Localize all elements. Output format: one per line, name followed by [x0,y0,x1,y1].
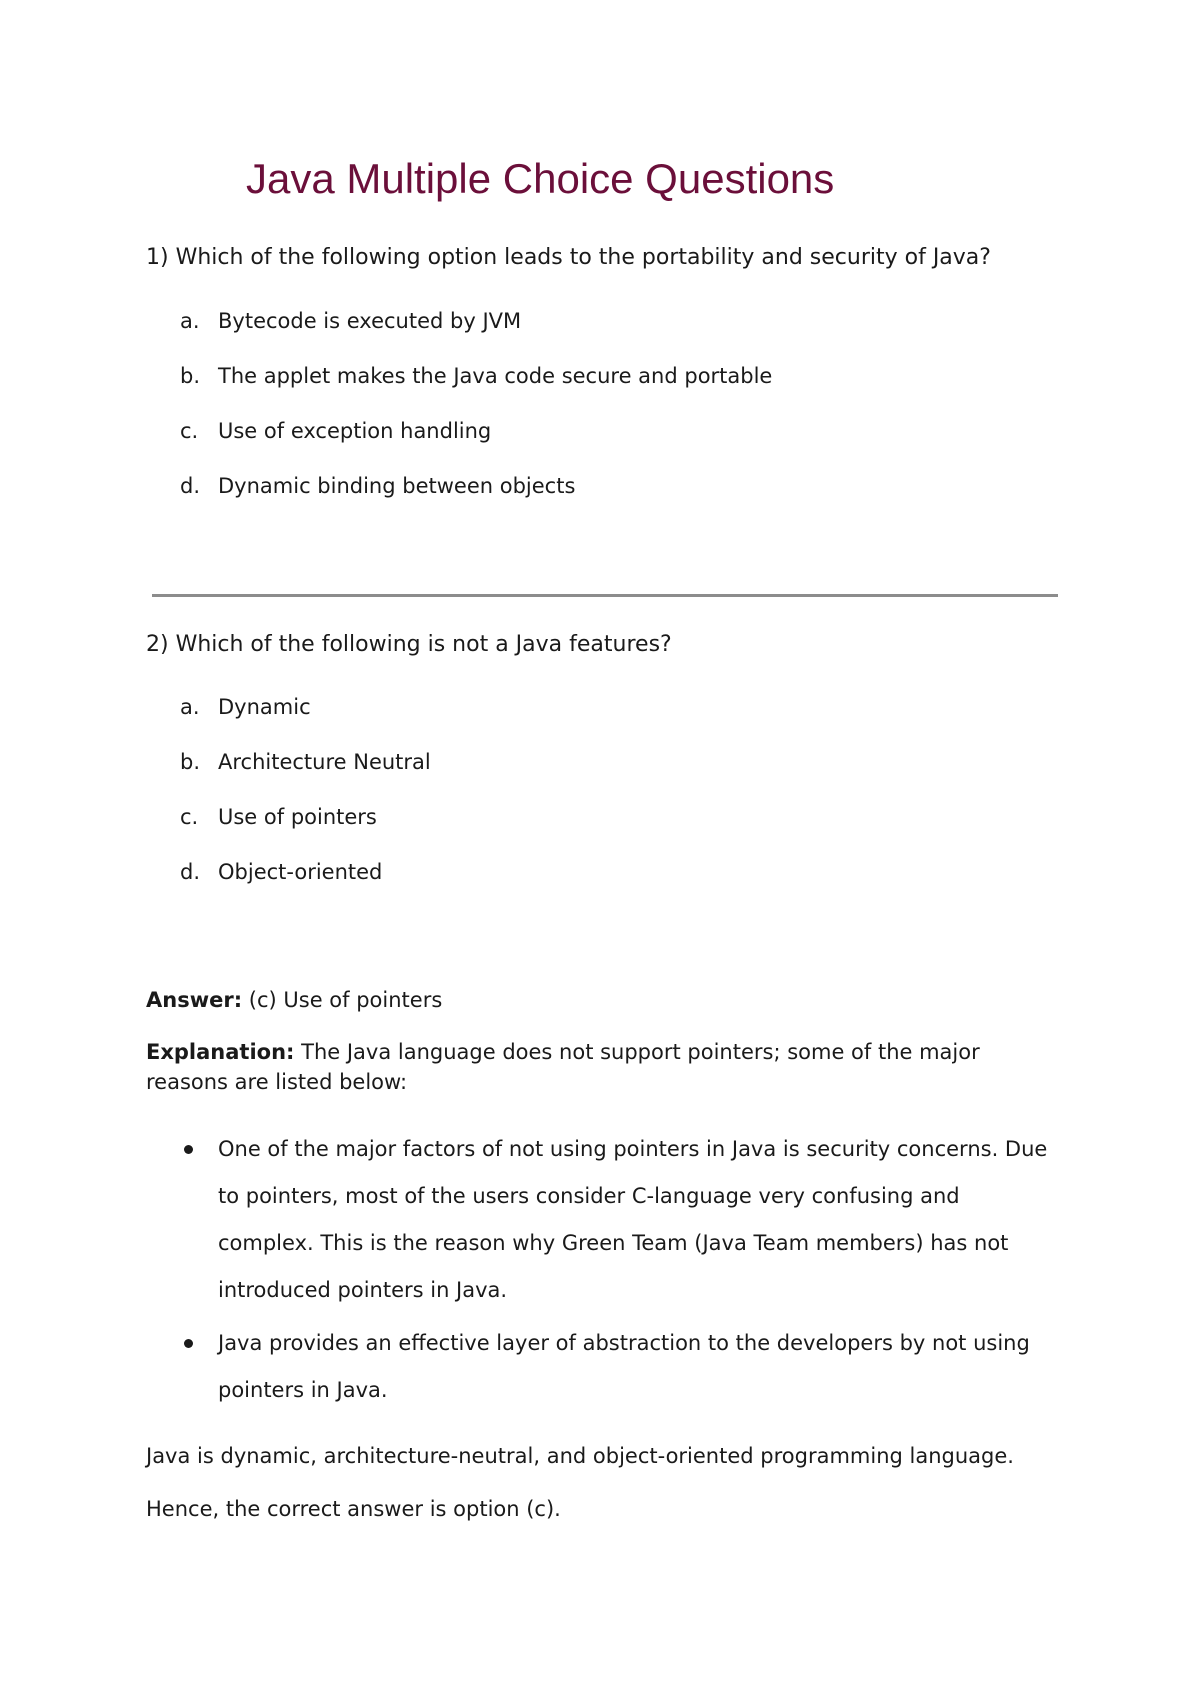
bullet-text: Java provides an effective layer of abstraction to the developers by not using pointers in Java. [218,1331,1030,1402]
section-divider [152,594,1058,597]
page-title: Java Multiple Choice Questions [246,155,835,202]
option-text: Dynamic binding between objects [218,474,576,498]
question-1-option-b [180,361,772,416]
option-letter: a. [180,309,200,333]
option-letter: b. [180,750,201,774]
question-1-option-a [180,306,772,361]
option-text: Use of pointers [218,805,377,829]
reasons-list [180,1126,1060,1420]
question-2-option-a [180,692,431,747]
option-text: Dynamic [218,695,311,719]
question-1-text: 1) Which of the following option leads to the portability and security of Java? [146,245,991,270]
option-letter: b. [180,364,201,388]
option-text: Object-oriented [218,860,383,884]
option-text: Use of exception handling [218,419,492,443]
answer-text: (c) Use of pointers [242,988,443,1012]
explanation-paragraph [146,1037,1046,1097]
question-1-option-c [180,416,772,471]
option-letter: a. [180,695,200,719]
bullet-icon [184,1339,193,1348]
question-2-options [180,692,431,912]
option-letter: c. [180,805,199,829]
bullet-icon [184,1145,193,1154]
option-letter: d. [180,474,201,498]
conclusion-text: Hence, the correct answer is option (c). [146,1497,561,1521]
explanation-label: Explanation: [146,1040,295,1064]
question-2-option-c [180,802,431,857]
question-2-text: 2) Which of the following is not a Java features? [146,632,672,657]
option-text: Architecture Neutral [218,750,431,774]
option-text: The applet makes the Java code secure and portable [218,364,773,388]
question-2-option-b [180,747,431,802]
question-1-options [180,306,772,526]
bullet-text: One of the major factors of not using pointers in Java is security concerns. Due to pointers, most of the users consider C-language very confusing and complex. This is the reason why Green Team (Java Team members) has not introduced pointers in Java. [218,1137,1048,1302]
answer-line [146,985,442,1015]
answer-label: Answer: [146,988,243,1012]
explanation-text: The Java language does not support pointers; some of the major reasons are listed below: [146,1040,980,1094]
question-2-option-d [180,857,431,912]
question-1-option-d [180,471,772,526]
list-item [180,1320,1060,1414]
summary-text: Java is dynamic, architecture-neutral, and object-oriented programming language. [146,1444,1014,1468]
option-letter: d. [180,860,201,884]
option-text: Bytecode is executed by JVM [218,309,522,333]
list-item [180,1126,1060,1314]
option-letter: c. [180,419,199,443]
